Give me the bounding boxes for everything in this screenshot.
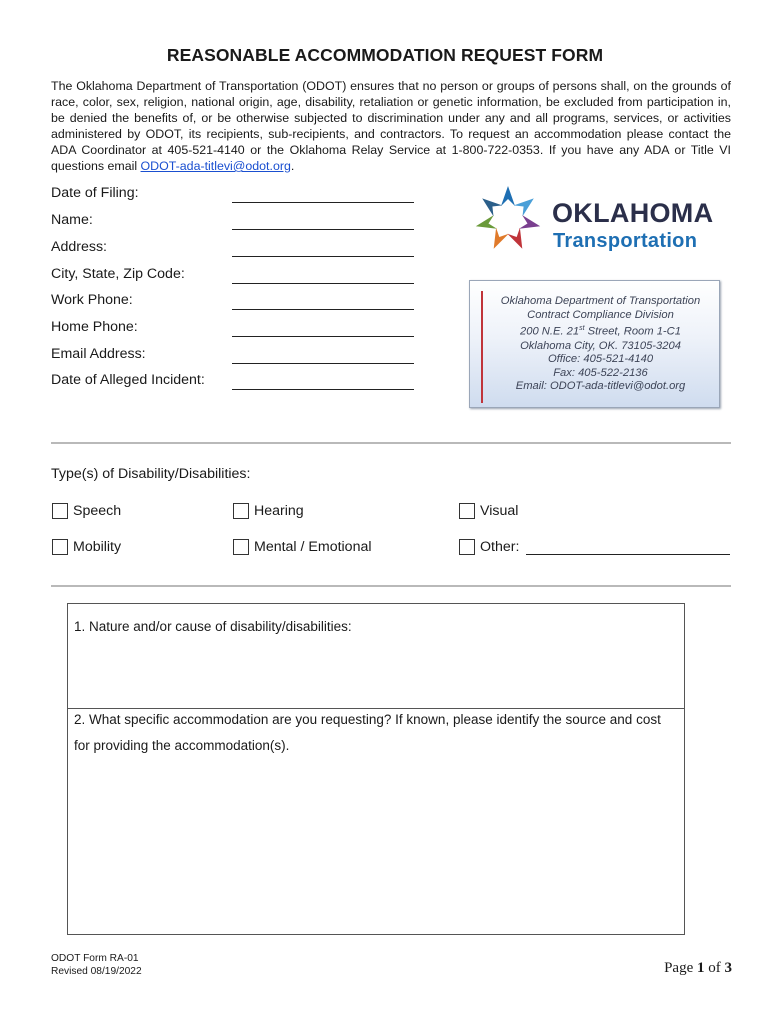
star-logo-icon — [470, 182, 546, 254]
field-home-phone — [51, 319, 421, 341]
logo-petal — [494, 228, 509, 249]
field-email-address — [51, 346, 421, 368]
contact-division: Contract Compliance Division — [527, 308, 674, 321]
contact-info-box — [469, 280, 720, 408]
checkbox-label: Hearing — [254, 503, 304, 519]
contact-info-lines — [486, 295, 715, 394]
contact-street — [486, 322, 715, 339]
field-label: Home Phone: — [51, 319, 138, 335]
date-of-filing-input-line[interactable] — [232, 202, 414, 203]
work-phone-input-line[interactable] — [232, 309, 414, 310]
contact-office-phone: Office: 405-521-4140 — [547, 353, 654, 366]
date-of-alleged-incident-input-line[interactable] — [232, 389, 414, 390]
field-city-state-zip — [51, 266, 421, 288]
field-label: Name: — [51, 212, 93, 228]
accent-bar — [481, 291, 483, 403]
checkbox-other[interactable] — [459, 539, 731, 559]
checkbox-label: Mental / Emotional — [254, 539, 372, 555]
checkbox-box[interactable] — [459, 539, 475, 555]
email-address-input-line[interactable] — [232, 363, 414, 364]
page-number — [664, 960, 732, 977]
page-total: 3 — [724, 960, 732, 976]
section-divider — [51, 442, 731, 444]
logo-petal — [507, 228, 522, 249]
checkbox-box[interactable] — [52, 503, 68, 519]
logo-word-oklahoma: OKLAHOMA — [552, 198, 714, 228]
field-label: Date of Filing: — [51, 185, 139, 201]
field-label: Email Address: — [51, 346, 146, 362]
logo-word-transportation: Transportation — [553, 230, 698, 252]
question-1-text: 1. Nature and/or cause of disability/disabilities: — [74, 619, 352, 634]
question-2-box[interactable] — [67, 707, 685, 935]
field-date-of-filing — [51, 185, 421, 207]
logo-petal — [519, 215, 540, 229]
logo-petal — [514, 198, 534, 216]
intro-paragraph — [51, 78, 731, 174]
logo-petal — [482, 198, 502, 216]
field-date-of-alleged-incident — [51, 372, 421, 394]
contact-street-post: Street, Room 1-C1 — [584, 325, 681, 338]
name-input-line[interactable] — [232, 229, 414, 230]
field-work-phone — [51, 292, 421, 314]
contact-fax: Fax: 405-522-2136 — [553, 366, 648, 379]
form-id: ODOT Form RA-01 — [51, 953, 139, 964]
page-title: REASONABLE ACCOMMODATION REQUEST FORM — [166, 45, 604, 65]
logo-center-star — [497, 207, 520, 229]
field-name — [51, 212, 421, 234]
checkbox-box[interactable] — [459, 503, 475, 519]
contact-email: Email: ODOT-ada-titlevi@odot.org — [515, 380, 686, 393]
contact-street-sup: st — [579, 325, 585, 333]
logo-petal — [476, 215, 497, 229]
intro-text: The Oklahoma Department of Transportation (ODOT) ensures that no person or groups of persons shall, on the grounds of race, color, sex, religion, national origin, age, disability, retaliation or genetic information, be excluded from participation in, be denied the benefits of, or be otherwise subjected to discrimination under any and all programs, services, or activities administered by ODOT, its recipients, sub-recipients, and contractors. To request an accommodation please contact the ADA Coordinator at 405-521-4140 or the Oklahoma Relay Service at 1-800-722-0353. If you have any ADA or Title VI questions email — [51, 79, 731, 173]
logo-petal — [501, 186, 515, 206]
city-state-zip-input-line[interactable] — [232, 283, 414, 284]
address-input-line[interactable] — [232, 256, 414, 257]
question-2-text: 2. What specific accommodation are you requesting? If known, please identify the source and cost for providing the accommodation(s). — [74, 712, 661, 753]
of-word: of — [708, 960, 721, 976]
contact-street-pre: 200 N.E. 21 — [520, 325, 580, 338]
checkbox-label: Other: — [480, 539, 520, 555]
page-word: Page — [664, 960, 694, 976]
checkbox-label: Visual — [480, 503, 519, 519]
question-1-box[interactable] — [67, 603, 685, 709]
checkbox-label: Speech — [73, 503, 122, 519]
checkbox-box[interactable] — [52, 539, 68, 555]
checkbox-box[interactable] — [233, 539, 249, 555]
oklahoma-transportation-logo — [470, 182, 720, 254]
home-phone-input-line[interactable] — [232, 336, 414, 337]
disability-types-heading: Type(s) of Disability/Disabilities: — [51, 466, 251, 482]
field-address — [51, 239, 421, 261]
revision-date: Revised 08/19/2022 — [51, 965, 142, 977]
intro-end: . — [290, 159, 295, 173]
contact-org: Oklahoma Department of Transportation — [500, 295, 701, 307]
section-divider — [51, 585, 731, 587]
checkbox-label: Mobility — [73, 539, 122, 555]
other-input-line[interactable] — [526, 554, 730, 555]
page-current: 1 — [697, 960, 705, 976]
field-label: Address: — [51, 239, 107, 255]
field-label: Work Phone: — [51, 292, 133, 308]
form-identifier — [51, 953, 142, 978]
field-label: Date of Alleged Incident: — [51, 372, 205, 388]
field-label: City, State, Zip Code: — [51, 266, 185, 282]
checkbox-box[interactable] — [233, 503, 249, 519]
contact-city: Oklahoma City, OK. 73105-3204 — [520, 339, 681, 352]
ada-email-link[interactable]: ODOT-ada-titlevi@odot.org — [140, 159, 291, 173]
